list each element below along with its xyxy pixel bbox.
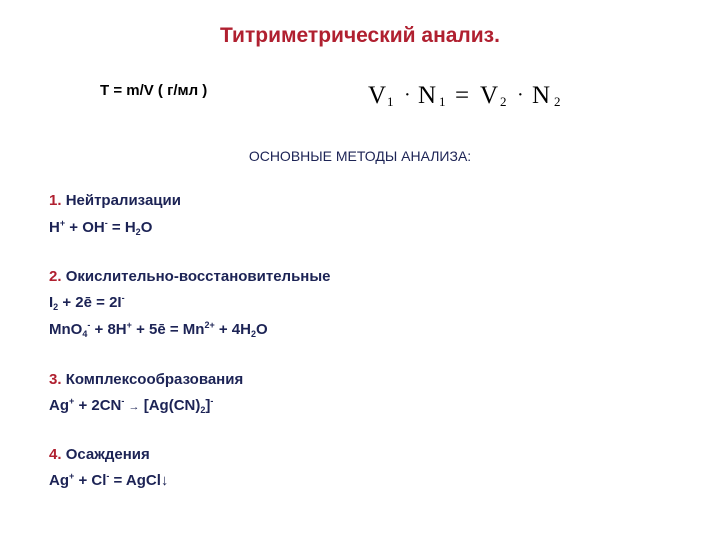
method-2-heading	[49, 268, 331, 285]
eq-v2-index: 2	[500, 94, 507, 109]
eq-equals: =	[455, 82, 470, 109]
reaction-arrow-icon: →	[128, 401, 140, 413]
method-2-name: Окислительно-восстановительные	[65, 268, 331, 285]
method-2-reaction-1: $I_2$ + 2ē = 2I-	[49, 293, 125, 312]
method-1-reaction: $H^+ + OH^- = H_2O$	[49, 218, 153, 237]
method-4-name: Осаждения	[65, 446, 150, 463]
eq-n1: N	[418, 82, 437, 109]
method-1-number: 1.	[49, 192, 62, 209]
eq-n2: N	[532, 82, 551, 109]
method-3-heading	[49, 371, 243, 388]
eq-n1-index: 1	[439, 94, 446, 109]
eq-dot-1: ·	[404, 84, 411, 106]
method-4-number: 4.	[49, 446, 62, 463]
method-1-name: Нейтрализации	[65, 192, 181, 209]
eq-v1-index: 1	[387, 94, 394, 109]
eq-v2: V	[480, 82, 499, 109]
method-1-heading	[49, 192, 181, 209]
method-2-reaction-2: MnO$_4$- + 8H+ + 5ē = $Mn^{2+} + 4H_2O$	[49, 320, 268, 339]
methods-heading: ОСНОВНЫЕ МЕТОДЫ АНАЛИЗА:	[248, 148, 472, 164]
eq-v1: V	[368, 82, 387, 109]
eq-dot-2: ·	[517, 84, 524, 106]
method-3-reaction: $Ag^+ + 2CN^- \to [Ag(CN)_2]^-$	[49, 396, 214, 415]
method-3-number: 3.	[49, 371, 62, 388]
titer-formula: T = m/V ( г/мл )	[100, 82, 208, 99]
method-3-name: Комплексообразования	[65, 371, 244, 388]
method-2-number: 2.	[49, 268, 62, 285]
equivalence-equation	[360, 70, 580, 114]
method-4-reaction: Ag+ + Cl- = AgCl↓	[49, 471, 169, 489]
method-4-heading	[49, 446, 150, 463]
eq-n2-index: 2	[554, 94, 561, 109]
page-title: Титриметрический анализ.	[220, 24, 500, 47]
